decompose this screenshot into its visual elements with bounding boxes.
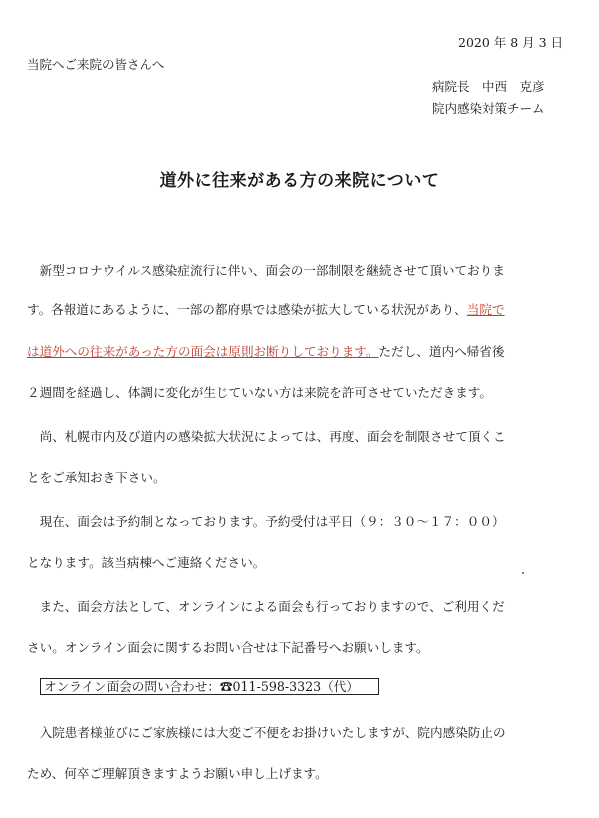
body-line: とをご承知おき下さい。 <box>27 470 166 485</box>
body-line: ２週間を経過し、体調に変化が生じていない方は来院を許可させていただきます。 <box>27 385 492 400</box>
body-line: ため、何卒ご理解頂きますようお願い申し上げます。 <box>27 766 328 781</box>
body-line: 現在、面会は予約制となっております。予約受付は平日（９：３０～１７：００） <box>27 514 505 529</box>
body-line <box>27 341 504 360</box>
sender-director: 病院長 中西 克彦 <box>432 79 545 94</box>
contact-box: オンライン面会の問い合わせ：☎011-598-3323（代） <box>40 678 379 695</box>
body-line: 尚、札幌市内及び道内の感染拡大状況によっては、再度、面会を制限させて頂くこ <box>27 429 506 444</box>
document-title: 道外に往来がある方の来院について <box>159 171 440 191</box>
notice-date: 2020 年 8 月 3 日 <box>458 35 564 50</box>
body-text: ただし、道内へ帰省後 <box>378 344 505 359</box>
body-line: また、面会方法として、オンラインによる面会も行っておりますので、ご利用くだ <box>27 599 505 614</box>
highlighted-text: は道外への往来があった方の面会は原則お断りしております。 <box>27 344 379 359</box>
body-line <box>27 299 505 318</box>
body-line: 新型コロナウイルス感染症流行に伴い、面会の一部制限を継続させて頂いておりま <box>27 263 505 278</box>
body-text: す。各報道にあるように、一部の都府県では感染が拡大している状況があり、 <box>27 302 467 317</box>
body-line: となります。該当病棟へご連絡ください。 <box>27 555 266 570</box>
addressee: 当院へご来院の皆さんへ <box>27 57 165 72</box>
highlighted-text: 当院で <box>466 302 505 317</box>
scan-speck <box>522 572 524 574</box>
body-line: 入院患者様並びにご家族様には大変ご不便をお掛けいたしますが、院内感染防止の <box>27 725 506 740</box>
sender-team: 院内感染対策チーム <box>432 101 545 116</box>
body-line: さい。オンライン面会に関するお問い合せは下記番号へお願いします。 <box>27 640 429 655</box>
